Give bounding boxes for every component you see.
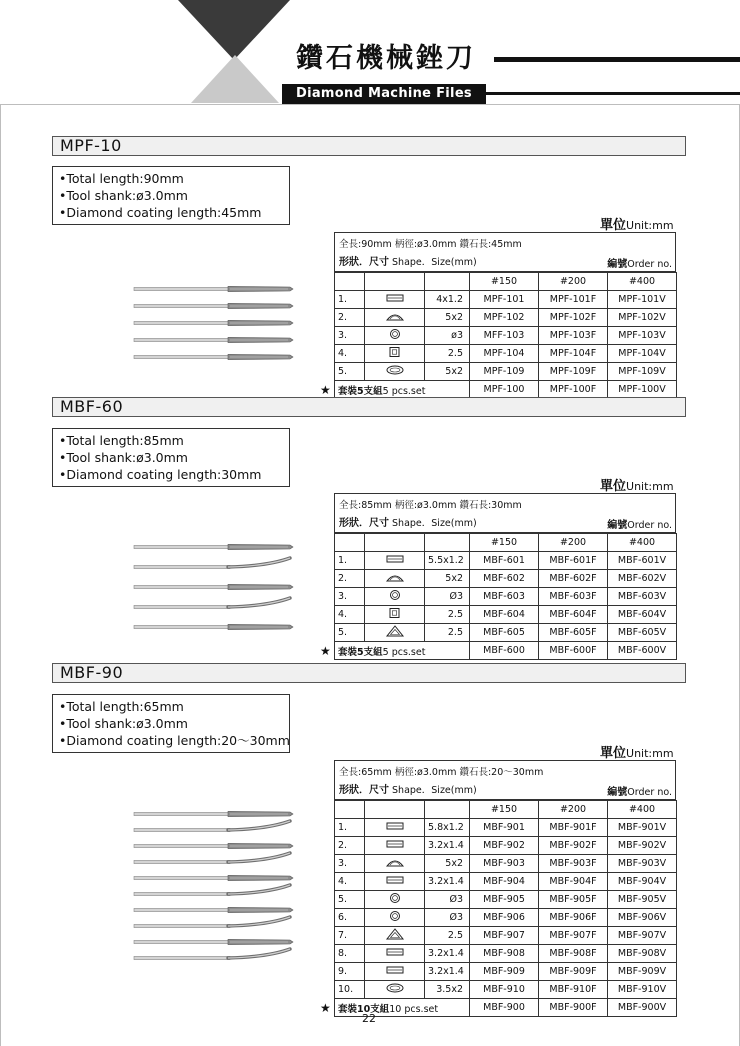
tool-illustration — [128, 808, 298, 982]
shape-cell — [365, 891, 425, 909]
order-grid — [320, 800, 677, 1017]
set-code-200: MBF-900F — [539, 999, 608, 1017]
table-row — [335, 624, 677, 642]
size-cell: 4x1.2 — [425, 291, 470, 309]
order-code-200: MPF-102F — [539, 309, 608, 327]
order-code-200: MBF-904F — [539, 873, 608, 891]
order-code-200: MPF-104F — [539, 345, 608, 363]
table-row — [335, 345, 677, 363]
tool-file-1 — [134, 544, 293, 549]
order-code-400: MBF-602V — [608, 570, 677, 588]
table-row — [335, 291, 677, 309]
order-table — [320, 760, 676, 1017]
row-number: 1. — [335, 552, 365, 570]
flat-shape-icon — [384, 820, 406, 832]
header-rule — [494, 57, 740, 62]
flat-shape-icon — [384, 553, 406, 565]
order-code-400: MBF-909V — [608, 963, 677, 981]
order-code-400: MPF-101V — [608, 291, 677, 309]
set-code-150: MBF-600 — [470, 642, 539, 660]
shape-cell — [365, 291, 425, 309]
tool-file-3 — [134, 584, 293, 589]
round-shape-icon — [384, 328, 406, 340]
half-round-shape-icon — [384, 571, 406, 583]
table-row — [335, 891, 677, 909]
tool-file-2 — [134, 821, 290, 832]
oval-shape-icon — [384, 982, 406, 994]
tool-file-9 — [134, 939, 293, 944]
order-code-150: MPF-102 — [470, 309, 539, 327]
tool-file-5 — [134, 624, 293, 629]
shape-cell — [365, 963, 425, 981]
set-label: ★ 套裝5支組5 pcs.set — [335, 381, 470, 399]
row-number: 10. — [335, 981, 365, 999]
dimension-line: 全長:65mm 柄徑:ø3.0mm 鑽石長:20～30mm — [339, 767, 544, 778]
row-number: 4. — [335, 873, 365, 891]
table-header-box — [334, 232, 676, 272]
order-code-400: MBF-904V — [608, 873, 677, 891]
order-code-200: MBF-602F — [539, 570, 608, 588]
size-cell: 5.5x1.2 — [425, 552, 470, 570]
tool-file-2 — [134, 303, 293, 308]
set-row — [335, 999, 677, 1017]
row-number: 1. — [335, 291, 365, 309]
size-cell: Ø3 — [425, 909, 470, 927]
tool-file-10 — [134, 949, 290, 960]
row-number: 3. — [335, 327, 365, 345]
spec-line: •Total length:90mm — [59, 171, 184, 186]
table-row — [335, 837, 677, 855]
order-code-400: MBF-601V — [608, 552, 677, 570]
shape-cell — [365, 363, 425, 381]
set-row — [335, 642, 677, 660]
order-code-400: MPF-109V — [608, 363, 677, 381]
flat-shape-icon — [384, 838, 406, 850]
size-cell: 3.2x1.4 — [425, 873, 470, 891]
shape-size-label: 形狀．尺寸 Shape．Size(mm) — [339, 518, 477, 529]
size-cell: Ø3 — [425, 588, 470, 606]
size-cell: 5x2 — [425, 855, 470, 873]
grit-header-row — [335, 273, 677, 291]
table-row — [335, 819, 677, 837]
order-code-150: MBF-908 — [470, 945, 539, 963]
star-icon: ★ — [320, 382, 331, 397]
section-title: MBF-60 — [60, 397, 124, 416]
table-header-box — [334, 493, 676, 533]
spec-line: •Tool shank:ø3.0mm — [59, 188, 188, 203]
grit-header-row — [335, 801, 677, 819]
spec-line: •Total length:65mm — [59, 699, 184, 714]
grit-header: #200 — [539, 801, 608, 819]
order-code-200: MBF-605F — [539, 624, 608, 642]
row-number: 1. — [335, 819, 365, 837]
order-code-400: MPF-102V — [608, 309, 677, 327]
spec-line: •Tool shank:ø3.0mm — [59, 716, 188, 731]
order-code-150: MBF-907 — [470, 927, 539, 945]
tool-file-8 — [134, 917, 290, 928]
row-number: 6. — [335, 909, 365, 927]
table-row — [335, 309, 677, 327]
set-label: ★ 套裝10支組10 pcs.set — [335, 999, 470, 1017]
grit-header: #400 — [608, 801, 677, 819]
table-row — [335, 945, 677, 963]
table-row — [335, 552, 677, 570]
spec-line: •Tool shank:ø3.0mm — [59, 450, 188, 465]
tool-illustration — [128, 541, 298, 655]
grit-header: #200 — [539, 273, 608, 291]
order-code-150: MBF-905 — [470, 891, 539, 909]
section-title: MPF-10 — [60, 136, 122, 155]
order-code-200: MBF-908F — [539, 945, 608, 963]
order-no-label: 編號Order no. — [607, 787, 672, 798]
unit-label: 單位Unit:mm — [600, 218, 674, 233]
tool-file-3 — [134, 843, 293, 848]
shape-cell — [365, 570, 425, 588]
order-code-200: MBF-601F — [539, 552, 608, 570]
square-shape-icon — [384, 346, 406, 358]
table-row — [335, 855, 677, 873]
order-code-150: MBF-910 — [470, 981, 539, 999]
size-cell: 5x2 — [425, 363, 470, 381]
tool-file-7 — [134, 907, 293, 912]
order-code-200: MBF-905F — [539, 891, 608, 909]
order-grid — [320, 272, 677, 399]
order-code-400: MPF-103V — [608, 327, 677, 345]
order-code-150: MBF-903 — [470, 855, 539, 873]
row-number: 2. — [335, 837, 365, 855]
triangle-shape-icon — [384, 928, 406, 940]
section-title-bar — [52, 663, 686, 683]
flat-shape-icon — [384, 292, 406, 304]
shape-cell — [365, 624, 425, 642]
table-row — [335, 981, 677, 999]
order-code-150: MPF-101 — [470, 291, 539, 309]
tool-file-5 — [134, 354, 293, 359]
tool-file-6 — [134, 885, 290, 896]
square-shape-icon — [384, 607, 406, 619]
shape-cell — [365, 981, 425, 999]
tool-file-4 — [134, 337, 293, 342]
row-number: 8. — [335, 945, 365, 963]
shape-cell — [365, 945, 425, 963]
spec-line: •Diamond coating length:30mm — [59, 467, 262, 482]
shape-cell — [365, 909, 425, 927]
order-code-400: MBF-907V — [608, 927, 677, 945]
row-number: 4. — [335, 606, 365, 624]
order-code-200: MBF-906F — [539, 909, 608, 927]
table-header-box — [334, 760, 676, 800]
size-cell: 2.5 — [425, 624, 470, 642]
tool-file-5 — [134, 875, 293, 880]
order-no-label: 編號Order no. — [607, 259, 672, 270]
order-code-200: MBF-903F — [539, 855, 608, 873]
round-shape-icon — [384, 892, 406, 904]
size-cell: ø3 — [425, 327, 470, 345]
table-row — [335, 588, 677, 606]
order-code-150: MPF-104 — [470, 345, 539, 363]
table-row — [335, 909, 677, 927]
set-code-150: MBF-900 — [470, 999, 539, 1017]
row-number: 5. — [335, 891, 365, 909]
order-code-400: MBF-604V — [608, 606, 677, 624]
page-title: 鑽石機械銼刀 — [296, 43, 476, 74]
section-title-bar — [52, 136, 686, 156]
tool-illustration — [128, 283, 298, 382]
order-table — [320, 493, 676, 660]
order-code-200: MPF-101F — [539, 291, 608, 309]
order-code-200: MPF-103F — [539, 327, 608, 345]
size-cell: Ø3 — [425, 891, 470, 909]
row-number: 2. — [335, 570, 365, 588]
grit-header: #200 — [539, 534, 608, 552]
order-code-200: MBF-603F — [539, 588, 608, 606]
grit-header: #150 — [470, 534, 539, 552]
order-grid — [320, 533, 677, 660]
tool-file-4 — [134, 853, 290, 864]
order-code-200: MBF-901F — [539, 819, 608, 837]
shape-cell — [365, 927, 425, 945]
size-cell: 2.5 — [425, 345, 470, 363]
dimension-line: 全長:85mm 柄徑:ø3.0mm 鑽石長:30mm — [339, 500, 522, 511]
order-code-200: MBF-909F — [539, 963, 608, 981]
order-code-150: MBF-901 — [470, 819, 539, 837]
shape-cell — [365, 855, 425, 873]
section-title-bar — [52, 397, 686, 417]
row-number: 5. — [335, 624, 365, 642]
order-code-150: MPF-109 — [470, 363, 539, 381]
table-row — [335, 327, 677, 345]
order-code-150: MBF-904 — [470, 873, 539, 891]
size-cell: 5x2 — [425, 570, 470, 588]
order-no-label: 編號Order no. — [607, 520, 672, 531]
row-number: 5. — [335, 363, 365, 381]
header-rule-thin — [486, 92, 740, 95]
size-cell: 3.2x1.4 — [425, 837, 470, 855]
order-code-150: MBF-605 — [470, 624, 539, 642]
table-row — [335, 363, 677, 381]
size-cell: 5.8x1.2 — [425, 819, 470, 837]
row-number: 2. — [335, 309, 365, 327]
set-code-200: MBF-600F — [539, 642, 608, 660]
shape-cell — [365, 837, 425, 855]
order-code-400: MBF-910V — [608, 981, 677, 999]
header-dark-triangle — [178, 0, 290, 60]
grit-header: #150 — [470, 801, 539, 819]
round-shape-icon — [384, 589, 406, 601]
unit-label: 單位Unit:mm — [600, 746, 674, 761]
order-code-150: MFF-103 — [470, 327, 539, 345]
table-row — [335, 570, 677, 588]
order-code-150: MBF-906 — [470, 909, 539, 927]
order-code-200: MBF-907F — [539, 927, 608, 945]
grit-header-row — [335, 534, 677, 552]
star-icon: ★ — [320, 1000, 331, 1015]
order-code-400: MBF-902V — [608, 837, 677, 855]
size-cell: 3.5x2 — [425, 981, 470, 999]
size-cell: 3.2x1.4 — [425, 945, 470, 963]
order-code-400: MBF-603V — [608, 588, 677, 606]
size-cell: 2.5 — [425, 927, 470, 945]
order-code-200: MPF-109F — [539, 363, 608, 381]
shape-size-label: 形狀．尺寸 Shape．Size(mm) — [339, 257, 477, 268]
flat-shape-icon — [384, 964, 406, 976]
set-code-150: MPF-100 — [470, 381, 539, 399]
order-code-150: MBF-602 — [470, 570, 539, 588]
set-code-400: MPF-100V — [608, 381, 677, 399]
set-row — [335, 381, 677, 399]
header-light-triangle — [191, 55, 279, 103]
order-code-150: MBF-909 — [470, 963, 539, 981]
order-code-200: MBF-910F — [539, 981, 608, 999]
order-code-200: MBF-604F — [539, 606, 608, 624]
order-code-400: MBF-901V — [608, 819, 677, 837]
set-code-200: MPF-100F — [539, 381, 608, 399]
size-cell: 5x2 — [425, 309, 470, 327]
tool-file-2 — [134, 558, 290, 569]
row-number: 7. — [335, 927, 365, 945]
grit-header: #400 — [608, 534, 677, 552]
order-code-150: MBF-603 — [470, 588, 539, 606]
order-code-400: MPF-104V — [608, 345, 677, 363]
set-code-400: MBF-600V — [608, 642, 677, 660]
grit-header: #400 — [608, 273, 677, 291]
grit-header: #150 — [470, 273, 539, 291]
oval-shape-icon — [384, 364, 406, 376]
shape-cell — [365, 606, 425, 624]
star-icon: ★ — [320, 643, 331, 658]
flat-shape-icon — [384, 946, 406, 958]
triangle-shape-icon — [384, 625, 406, 637]
order-code-400: MBF-906V — [608, 909, 677, 927]
section-title: MBF-90 — [60, 663, 124, 682]
unit-label: 單位Unit:mm — [600, 479, 674, 494]
page-subtitle: Diamond Machine Files — [282, 84, 486, 104]
order-code-400: MBF-605V — [608, 624, 677, 642]
order-code-200: MBF-902F — [539, 837, 608, 855]
order-code-150: MBF-601 — [470, 552, 539, 570]
spec-line: •Diamond coating length:45mm — [59, 205, 262, 220]
order-code-150: MBF-604 — [470, 606, 539, 624]
half-round-shape-icon — [384, 310, 406, 322]
tool-file-1 — [134, 286, 293, 291]
table-row — [335, 927, 677, 945]
shape-cell — [365, 588, 425, 606]
round-shape-icon — [384, 910, 406, 922]
spec-line: •Diamond coating length:20～30mm — [59, 733, 290, 748]
page-number: 22 — [362, 1012, 376, 1025]
order-code-400: MBF-908V — [608, 945, 677, 963]
order-code-150: MBF-902 — [470, 837, 539, 855]
row-number: 4. — [335, 345, 365, 363]
set-label: ★ 套裝5支組5 pcs.set — [335, 642, 470, 660]
shape-cell — [365, 819, 425, 837]
tool-file-4 — [134, 598, 290, 609]
half-round-shape-icon — [384, 856, 406, 868]
shape-cell — [365, 309, 425, 327]
row-number: 3. — [335, 588, 365, 606]
table-row — [335, 963, 677, 981]
spec-box — [52, 694, 290, 753]
shape-cell — [365, 345, 425, 363]
spec-box — [52, 428, 290, 487]
set-code-400: MBF-900V — [608, 999, 677, 1017]
order-code-400: MBF-903V — [608, 855, 677, 873]
order-code-400: MBF-905V — [608, 891, 677, 909]
order-table — [320, 232, 676, 399]
tool-file-1 — [134, 811, 293, 816]
size-cell: 2.5 — [425, 606, 470, 624]
spec-box — [52, 166, 290, 225]
row-number: 3. — [335, 855, 365, 873]
shape-cell — [365, 327, 425, 345]
spec-line: •Total length:85mm — [59, 433, 184, 448]
dimension-line: 全長:90mm 柄徑:ø3.0mm 鑽石長:45mm — [339, 239, 522, 250]
flat-shape-icon — [384, 874, 406, 886]
table-row — [335, 606, 677, 624]
shape-size-label: 形狀．尺寸 Shape．Size(mm) — [339, 785, 477, 796]
table-row — [335, 873, 677, 891]
shape-cell — [365, 552, 425, 570]
row-number: 9. — [335, 963, 365, 981]
tool-file-3 — [134, 320, 293, 325]
size-cell: 3.2x1.4 — [425, 963, 470, 981]
shape-cell — [365, 873, 425, 891]
